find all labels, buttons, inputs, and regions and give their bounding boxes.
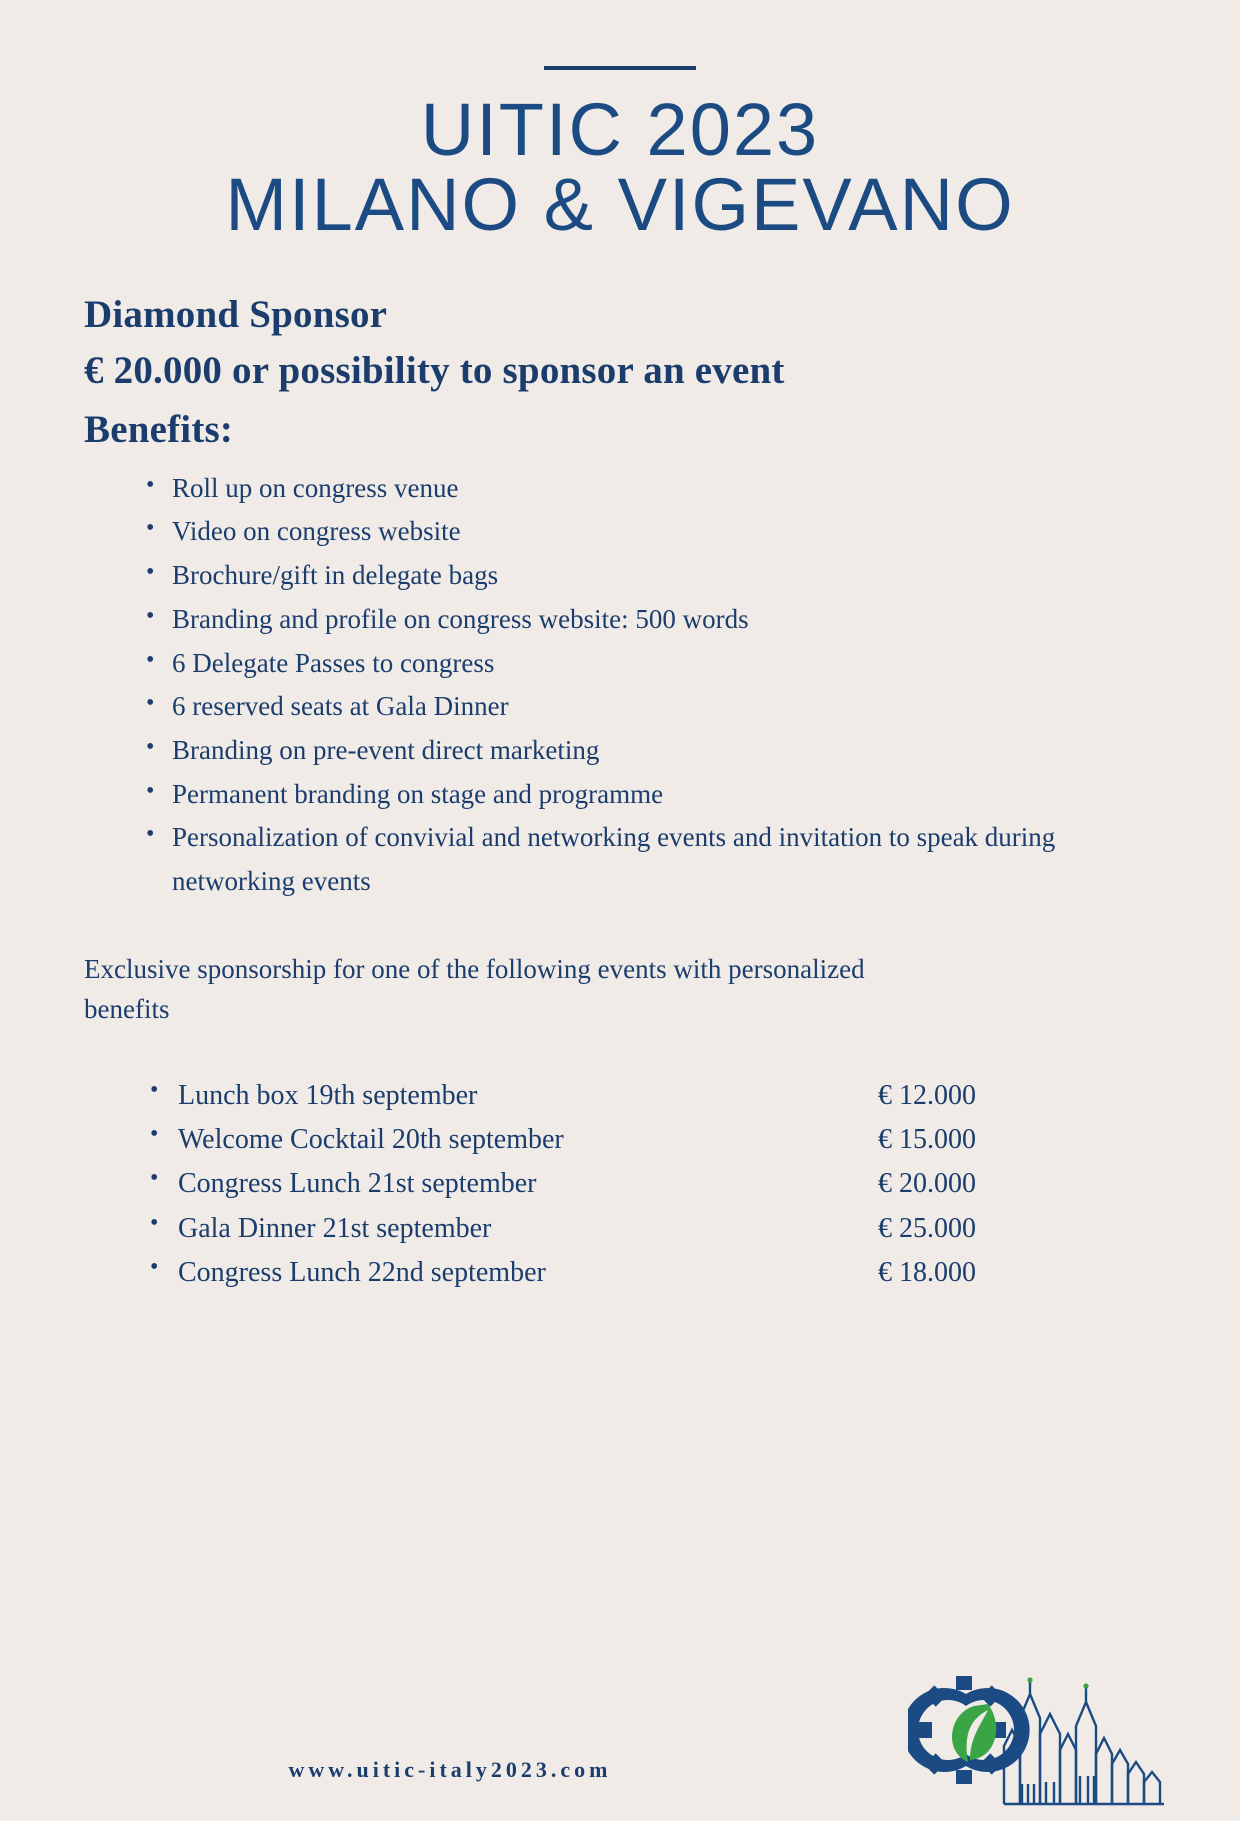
event-label: • Lunch box 19th september <box>178 1079 478 1111</box>
event-label: • Congress Lunch 21st september <box>178 1168 537 1200</box>
event-price: € 20.000 <box>878 1168 976 1200</box>
list-item: • Personalization of convivial and networking events and invitation to speak during networking events <box>146 816 1156 903</box>
list-item: • Video on congress website <box>146 510 1156 554</box>
list-item <box>150 1162 1156 1206</box>
event-price: € 25.000 <box>878 1212 976 1244</box>
benefits-heading: Benefits: <box>84 408 234 452</box>
title-rule <box>544 66 696 70</box>
event-label: • Gala Dinner 21st september <box>178 1212 492 1244</box>
sponsor-tier-name: Diamond Sponsor <box>84 292 388 336</box>
poster-footer <box>0 1621 1240 1821</box>
sponsor-tier-price: € 20.000 or possibility to sponsor an event <box>84 349 785 393</box>
list-item <box>150 1074 1156 1118</box>
list-item <box>150 1251 1156 1295</box>
list-item <box>150 1118 1156 1162</box>
page-title-line-2: MILANO & VIGEVANO <box>225 163 1015 247</box>
event-price: € 15.000 <box>878 1124 976 1156</box>
list-item: • 6 Delegate Passes to congress <box>146 642 1156 686</box>
list-item <box>150 1207 1156 1251</box>
list-item: • Branding on pre-event direct marketing <box>146 729 1156 773</box>
event-price: € 18.000 <box>878 1256 976 1288</box>
event-price: € 12.000 <box>878 1079 976 1111</box>
page-title-line-1: UITIC 2023 <box>420 88 820 171</box>
website-url: www.uitic-italy2023.com <box>288 1757 612 1782</box>
exclusive-sponsorship-note: Exclusive sponsorship for one of the following events with personalized benefits <box>84 953 865 1024</box>
uitic-gear-leaf-skyline-logo <box>908 1634 1168 1809</box>
list-item: • 6 reserved seats at Gala Dinner <box>146 685 1156 729</box>
benefits-list <box>84 467 1156 904</box>
poster-content <box>0 287 1240 1295</box>
list-item: • Brochure/gift in delegate bags <box>146 554 1156 598</box>
event-price-list <box>84 1074 1156 1295</box>
list-item: • Permanent branding on stage and programme <box>146 773 1156 817</box>
list-item: • Roll up on congress venue <box>146 467 1156 511</box>
list-item: • Branding and profile on congress website: 500 words <box>146 598 1156 642</box>
poster-title <box>0 88 1240 247</box>
poster-page <box>0 66 1240 1821</box>
event-label: • Congress Lunch 22nd september <box>178 1256 546 1288</box>
event-label: • Welcome Cocktail 20th september <box>178 1124 564 1156</box>
